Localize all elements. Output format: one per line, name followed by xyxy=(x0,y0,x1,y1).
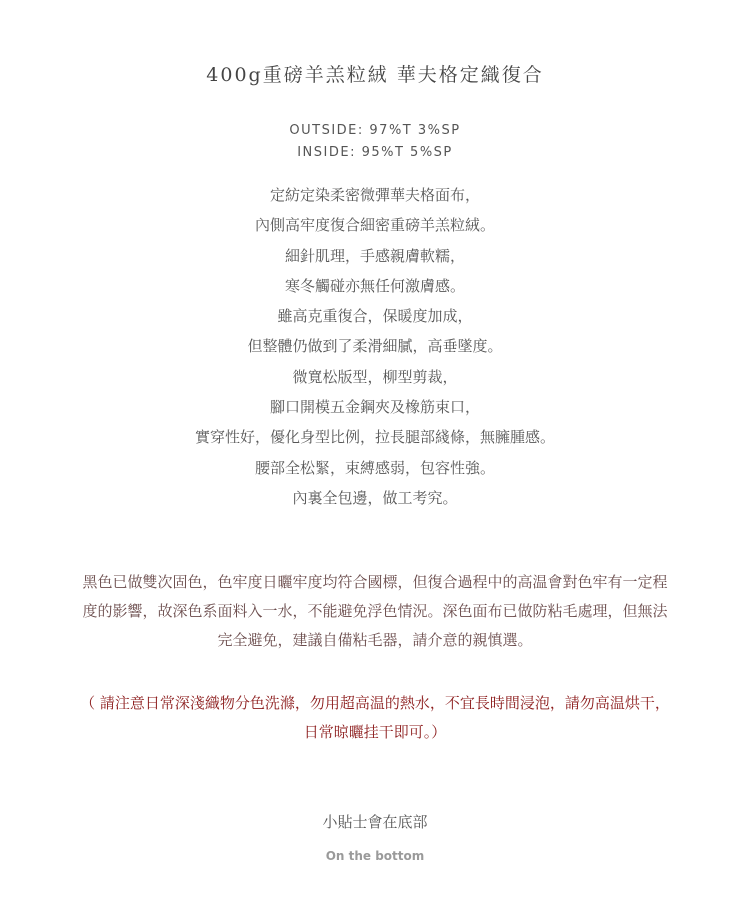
tips-caption: On the bottom xyxy=(325,849,425,863)
description-line: 腳口開模五金鋼夾及橡筋束口， xyxy=(269,398,480,417)
description-line: 細針肌理，手感親膚軟糯， xyxy=(284,246,465,265)
description-line: 寒冬觸碰亦無任何激膚感。 xyxy=(284,276,465,295)
warning-line: （ 請注意日常深淺織物分色洗滌，勿用超高温的熱水，不宜長時間浸泡，請勿高温烘干， xyxy=(80,694,670,712)
description-line: 雖高克重復合，保暖度加成， xyxy=(277,307,473,326)
description-line: 實穿性好，優化身型比例，拉長腿部綫條，無臃腫感。 xyxy=(194,428,555,447)
tips-heading: 小貼士會在底部 xyxy=(322,813,428,831)
color-fastness-notice xyxy=(40,568,710,655)
description-line: 內側高牢度復合細密重磅羊羔粒絨。 xyxy=(254,216,495,235)
description-line: 但整體仍做到了柔滑細膩，高垂墜度。 xyxy=(247,337,503,356)
notice-line: 度的影響，故深色系面料入一水，不能避免浮色情況。深色面布已做防粘毛處理，但無法 xyxy=(82,602,668,620)
description-line: 內裏全包邊，做工考究。 xyxy=(292,488,458,507)
feature-description xyxy=(0,180,750,513)
description-line: 定紡定染柔密微彈華夫格面布， xyxy=(269,186,480,204)
notice-line: 完全避免，建議自備粘毛器，請介意的親慎選。 xyxy=(217,631,533,649)
warning-line: 日常晾曬挂干即可。） xyxy=(303,723,447,741)
notice-line: 黑色已做雙次固色，色牢度日曬牢度均符合國標，但復合過程中的高温會對色牢有一定程 xyxy=(82,573,668,591)
outside-fabric-spec: OUTSIDE: 97%T 3%SP xyxy=(289,123,461,138)
description-line: 微寬松版型，柳型剪裁， xyxy=(292,367,458,386)
product-title: 400g重磅羊羔粒絨 華夫格定織復合 xyxy=(206,64,544,86)
washing-warning xyxy=(40,689,710,747)
description-line: 腰部全松緊，束縛感弱，包容性強。 xyxy=(254,458,495,477)
inside-fabric-spec: INSIDE: 95%T 5%SP xyxy=(297,145,453,160)
